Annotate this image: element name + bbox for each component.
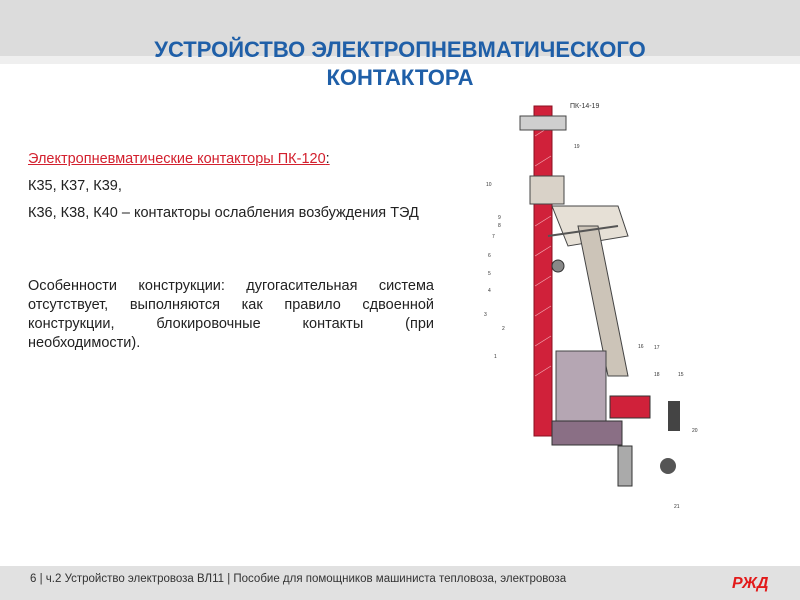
diagram-callout: 9 [498, 215, 501, 221]
diagram-callout: 15 [678, 372, 684, 378]
contactor-list-1: К35, К37, К39, [28, 178, 122, 194]
diagram-rod [534, 106, 552, 436]
diagram-callout: 5 [488, 271, 491, 277]
content-subtitle [28, 150, 434, 169]
diagram-callout: 1 [494, 354, 497, 360]
diagram-callout: 19 [574, 144, 580, 150]
contactor-diagram [478, 96, 718, 516]
diagram-callout: 6 [488, 253, 491, 259]
diagram-callout: 8 [498, 223, 501, 229]
content-subtitle-colon: : [325, 151, 330, 167]
contactor-list-2: К36, К38, К40 – контакторы ослабления возбуждения ТЭД [28, 205, 419, 221]
content-subtitle-text: Электропневматические контакторы ПК-120 [28, 151, 326, 167]
diagram-callout: 7 [492, 234, 495, 240]
diagram-pivot [552, 260, 564, 272]
rzd-logo-icon [730, 570, 780, 594]
diagram-interlock [668, 401, 680, 431]
page-title [60, 36, 740, 92]
diagram-holder [530, 176, 564, 204]
diagram-cylinder [556, 351, 606, 421]
diagram-callout: 2 [502, 326, 505, 332]
diagram-callout: 16 [638, 344, 644, 350]
diagram-label: ПК-14-19 [570, 103, 600, 110]
diagram-valve [618, 446, 632, 486]
diagram-callout: 20 [692, 428, 698, 434]
content-block [28, 150, 434, 353]
footer-caption: | ч.2 Устройство электровоза ВЛ11 | Пособие для помощников машиниста тепловоза, электровоза [39, 573, 567, 585]
diagram-callout: 10 [486, 182, 492, 188]
page-number: 6 [30, 573, 37, 585]
diagram-base [552, 421, 622, 445]
rzd-logo-text: РЖД [732, 575, 769, 592]
page-title-line-2: КОНТАКТОРА [326, 65, 474, 90]
footer-text [30, 573, 566, 585]
diagram-callout: 3 [484, 312, 487, 318]
diagram-callouts [484, 144, 698, 510]
diagram-callout: 18 [654, 372, 660, 378]
diagram-knob [660, 458, 676, 474]
diagram-callout: 17 [654, 345, 660, 351]
diagram-coil [610, 396, 650, 418]
diagram-top-clamp [520, 116, 566, 130]
design-features-text: Особенности конструкции: дугогасительная система отсутствует, выполняются как правило сдвоенной конструкции, блокировочные контакты (при необходимости). [28, 278, 434, 351]
diagram-callout: 21 [674, 504, 680, 510]
page-title-line-1: УСТРОЙСТВО ЭЛЕКТРОПНЕВМАТИЧЕСКОГО [154, 37, 646, 62]
diagram-callout: 4 [488, 288, 491, 294]
